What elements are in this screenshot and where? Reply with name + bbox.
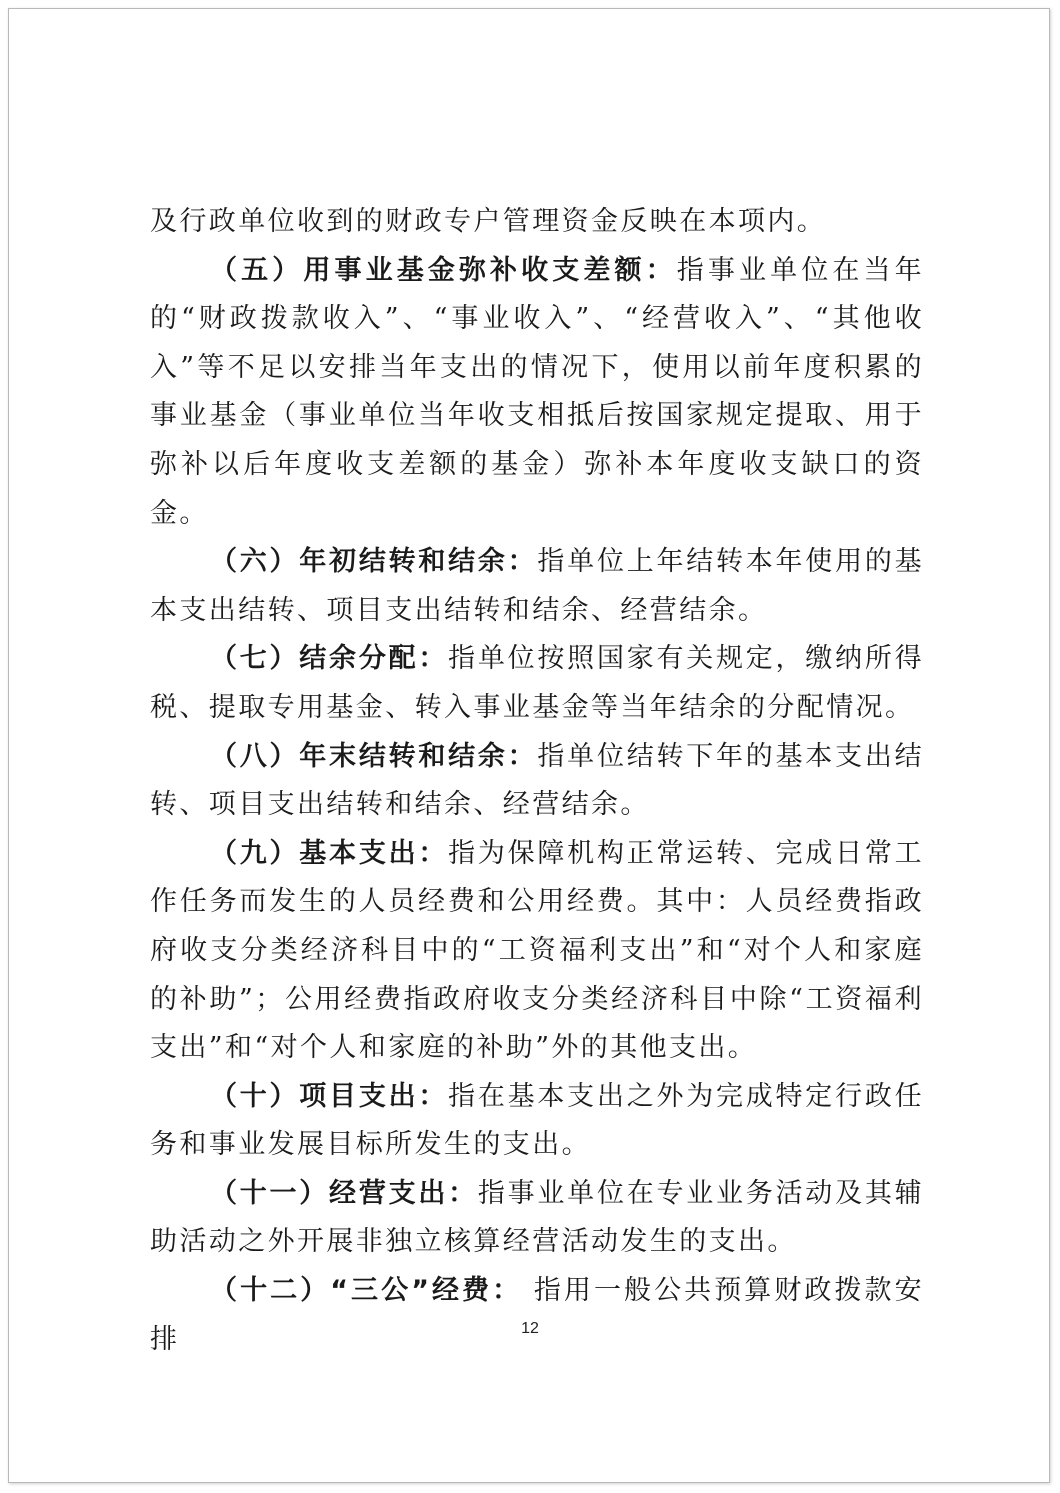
definition-term: （十一）经营支出：: [210, 1177, 478, 1209]
definition-term: （五）用事业基金弥补收支差额：: [210, 254, 677, 286]
definition-text: 指用一般公共预算财政拨款安排: [150, 1275, 924, 1355]
page-number: 12: [521, 1320, 539, 1337]
definition-text: 指事业单位在专业业务活动及其辅助活动之外开展非独立核算经营活动发生的支出。: [150, 1177, 924, 1258]
definition-term: （八）年末结转和结余：: [210, 740, 538, 772]
definition-text: 指为保障机构正常运转、完成日常工作任务而发生的人员经费和公用经费。其中：人员经费指政府收支分类经济科目中的“工资福利支出”和“对个人和家庭的补助”；公用经费指政府收支分类经济科目中除“工资福利支出”和“对个人和家庭的补助”外的其他支出。: [150, 837, 924, 1064]
paragraph-item-8: [150, 733, 924, 830]
definition-term: （十二）“三公”经费：: [210, 1275, 523, 1307]
paragraph-item-10: [150, 1073, 924, 1170]
paragraph-item-7: [150, 635, 924, 732]
definition-term: （七）结余分配：: [210, 643, 449, 675]
definition-text: 指单位结转下年的基本支出结转、项目支出结转和结余、经营结余。: [150, 740, 924, 821]
paragraph-item-5: [150, 247, 924, 539]
definition-term: （九）基本支出：: [210, 837, 449, 869]
document-body: [150, 198, 924, 1364]
paragraph-continuation: [150, 198, 924, 247]
paragraph-text: 及行政单位收到的财政专户管理资金反映在本项内。: [150, 206, 827, 237]
definition-text: 指事业单位在当年的“财政拨款收入”、“事业收入”、“经营收入”、“其他收入”等不足以安排当年支出的情况下，使用以前年度积累的事业基金（事业单位当年收支相抵后按国家规定提取、用于弥补以后年度收支差额的基金）弥补本年度收支缺口的资金。: [150, 254, 925, 529]
definition-text: 指单位上年结转本年使用的基本支出结转、项目支出结转和结余、经营结余。: [150, 546, 924, 626]
definition-term: （十）项目支出：: [210, 1080, 449, 1112]
definition-term: （六）年初结转和结余：: [210, 546, 538, 578]
paragraph-item-11: [150, 1170, 924, 1267]
definition-text: 指单位按照国家有关规定，缴纳所得税、提取专用基金、转入事业基金等当年结余的分配情况。: [150, 643, 924, 723]
paragraph-item-9: [150, 830, 924, 1073]
definition-text: 指在基本支出之外为完成特定行政任务和事业发展目标所发生的支出。: [150, 1080, 924, 1161]
paragraph-item-12: [150, 1267, 924, 1364]
paragraph-item-6: [150, 538, 924, 635]
